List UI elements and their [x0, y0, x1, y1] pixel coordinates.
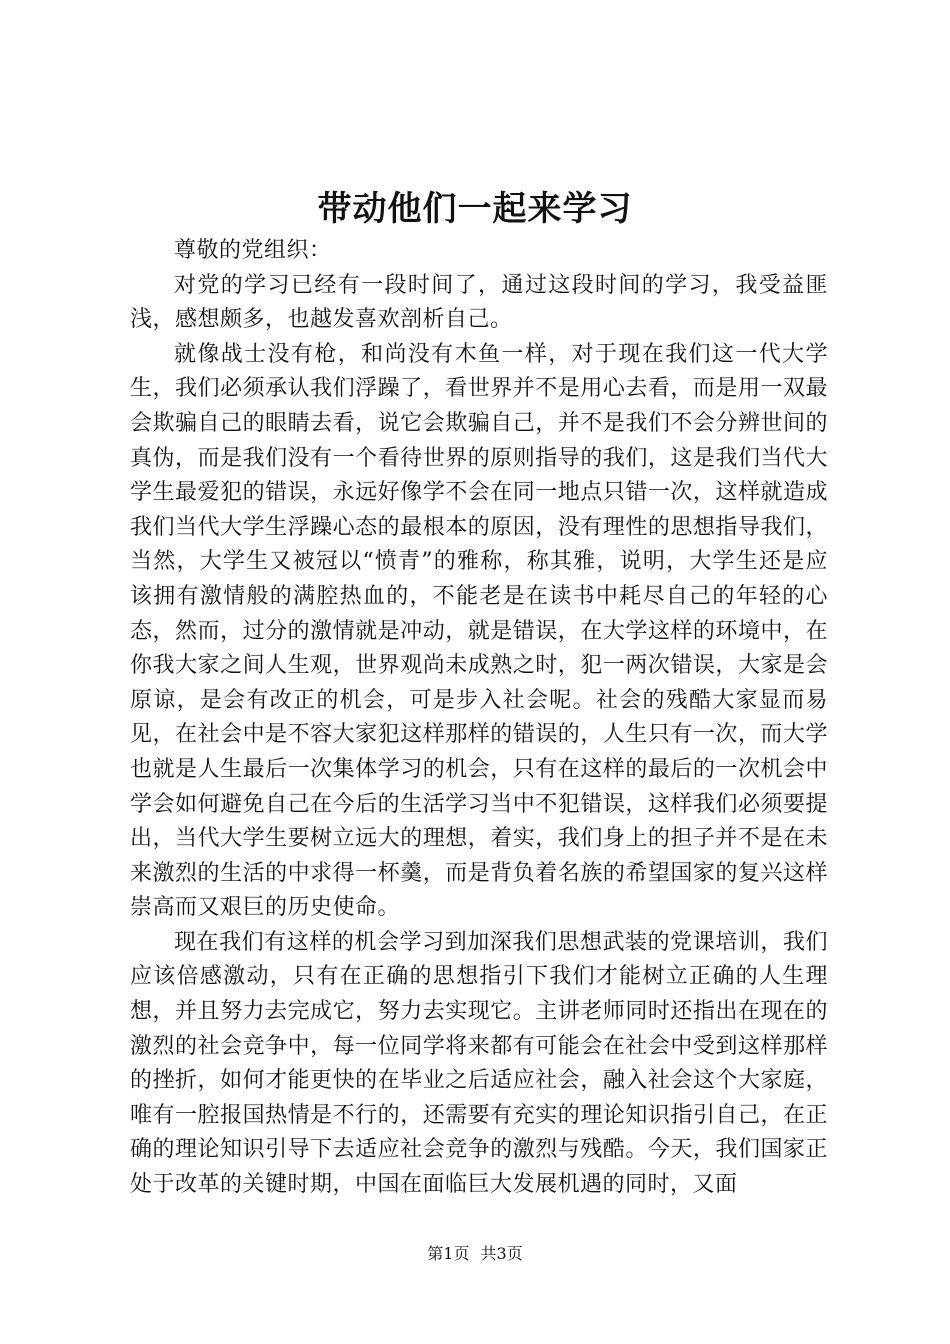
page-total: 共3页 [480, 1244, 523, 1263]
salutation: 尊敬的党组织： [174, 238, 332, 263]
paragraph-1: 对党的学习已经有一段时间了，通过这段时间的学习，我受益匪浅，感想颇多，也越发喜欢剖析自己。 [130, 272, 828, 333]
page-number: 第1页 [427, 1244, 470, 1263]
document-body [130, 234, 828, 1203]
paragraph-2: 就像战士没有枪，和尚没有木鱼一样，对于现在我们这一代大学生，我们必须承认我们浮躁了，看世界并不是用心去看，而是用一双最会欺骗自己的眼睛去看，说它会欺骗自己，并不是我们不会分辨世间的真伪，而是我们没有一个看待世界的原则指导的我们，这是我们当代大学生最爱犯的错误，永远好像学不会在同一地点只错一次，这样就造成我们当代大学生浮躁心态的最根本的原因，没有理性的思想指导我们，当然，大学生又被冠以“愤青”的雅称，称其雅，说明，大学生还是应该拥有激情般的满腔热血的，不能老是在读书中耗尽自己的年轻的心态，然而，过分的激情就是冲动，就是错误，在大学这样的环境中，在你我大家之间人生观，世界观尚未成熟之时，犯一两次错误，大家是会原谅，是会有改正的机会，可是步入社会呢。社会的残酷大家显而易见，在社会中是不容大家犯这样那样的错误的，人生只有一次，而大学也就是人生最后一次集体学习的机会，只有在这样的最后的一次机会中学会如何避免自己在今后的生活学习当中不犯错误，这样我们必须要提出，当代大学生要树立远大的理想，着实，我们身上的担子并不是在未来激烈的生活的中求得一杯羹，而是背负着名族的希望国家的复兴这样崇高而又艰巨的历史使命。 [130, 341, 828, 921]
paragraph-3: 现在我们有这样的机会学习到加深我们思想武装的党课培训，我们应该倍感激动，只有在正确的思想指引下我们才能树立正确的人生理想，并且努力去完成它，努力去实现它。主讲老师同时还指出在现在的激烈的社会竞争中，每一位同学将来都有可能会在社会中受到这样那样的挫折，如何才能更快的在毕业之后适应社会，融入社会这个大家庭，唯有一腔报国热情是不行的，还需要有充实的理论知识指引自己，在正确的理论知识引导下去适应社会竞争的激烈与残酷。今天，我们国家正处于改革的关键时期，中国在面临巨大发展机遇的同时，又面 [130, 929, 828, 1198]
document-title: 带动他们一起来学习 [317, 189, 633, 229]
page-footer [0, 1243, 950, 1265]
